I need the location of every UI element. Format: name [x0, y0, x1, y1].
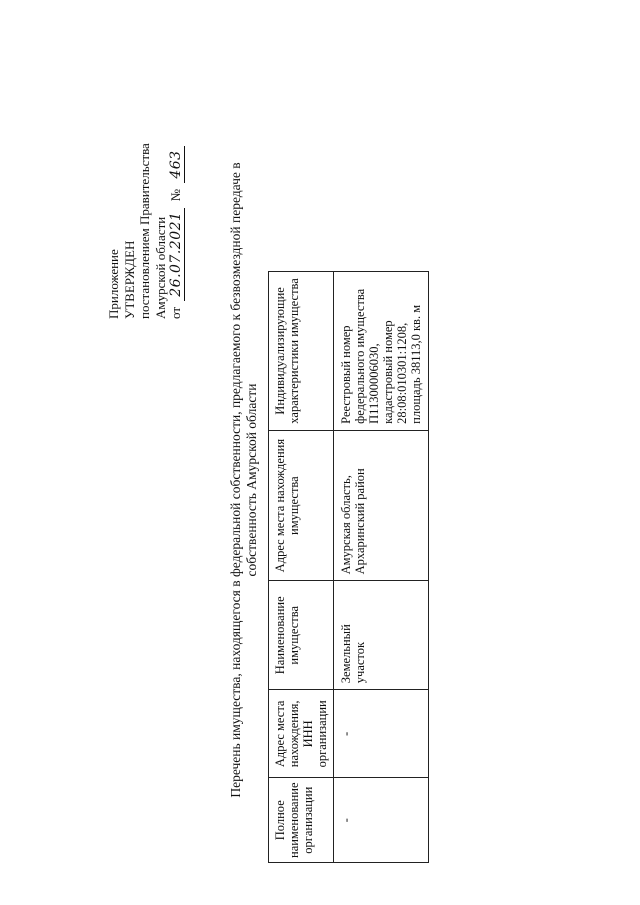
approved-label: УТВЕРЖДЕН [121, 240, 137, 319]
table-row [334, 272, 429, 863]
title-line-2: собственность Амурской области [244, 383, 259, 577]
title-line-1: Перечень имущества, находящегося в федеральной собственности, предлагаемого к безвозмездной передаче в [228, 162, 243, 798]
document-title [228, 110, 260, 850]
date-prefix: от [168, 306, 183, 319]
decree-line-1: постановлением Правительства [137, 143, 152, 319]
date-number-line [168, 59, 185, 319]
approval-block [106, 59, 185, 319]
handwritten-date: 26.07.2021 [168, 208, 185, 301]
header-org-address: Адрес места нахождения, ИНН организации [269, 690, 334, 778]
number-prefix: № [168, 188, 183, 202]
header-property-address: Адрес места нахождения имущества [269, 430, 334, 581]
handwritten-number: 463 [168, 146, 185, 182]
header-property-name: Наименование имущества [269, 581, 334, 690]
property-table [268, 271, 429, 863]
cell-property-address: Амурская область, Архаринский район [334, 430, 429, 581]
table-header-row [269, 272, 334, 863]
cell-property-name: Земельный участок [334, 581, 429, 690]
header-characteristics: Индивидуализирующие характеристики имущества [269, 272, 334, 431]
appendix-label: Приложение [106, 249, 121, 319]
header-org-name: Полное наименование организации [269, 778, 334, 863]
cell-org-name: - [334, 778, 429, 863]
cell-characteristics: Реестровый номер федерального имущества П11300006030, кадастровый номер 28:08:010301:1208, площадь 38113,0 кв. м [334, 272, 429, 431]
decree-line-2: Амурской области [152, 216, 168, 319]
cell-org-address: - [334, 690, 429, 778]
